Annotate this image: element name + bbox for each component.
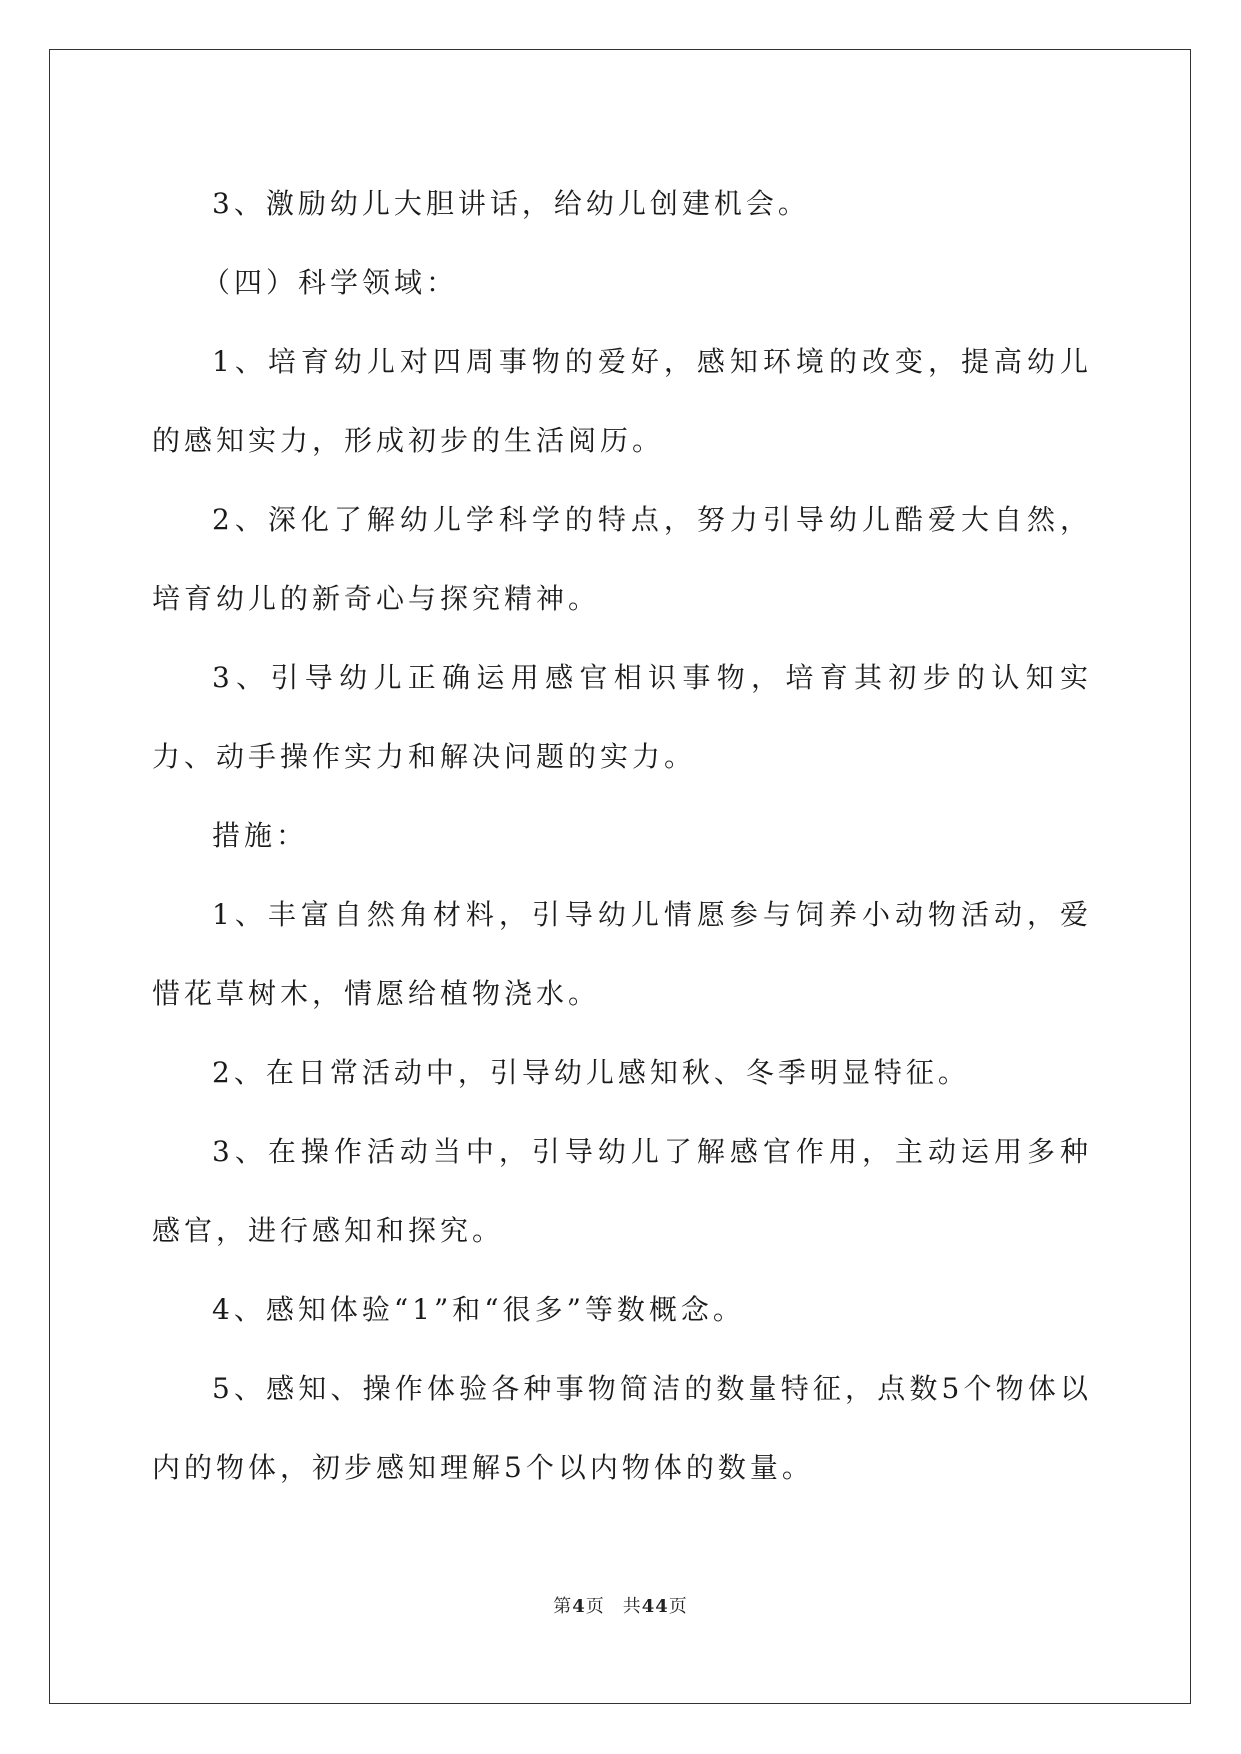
measure-4: 4、感知体验“1”和“很多”等数概念。 <box>212 1293 745 1326</box>
page-footer <box>0 1592 1241 1618</box>
footer-total-pages: 44 <box>641 1596 669 1617</box>
measure-5: 5、感知、操作体验各种事物简洁的数量特征，点数5个物体以内的物体，初步感知理解5个以内物体的数量。 <box>152 1372 1092 1484</box>
footer-page-prefix: 第 <box>553 1596 573 1617</box>
measures-heading: 措施： <box>212 819 309 852</box>
measure-2: 2、在日常活动中，引导幼儿感知秋、冬季明显特征。 <box>212 1056 970 1089</box>
paragraph-3-encourage-speaking: 3、激励幼儿大胆讲话，给幼儿创建机会。 <box>212 187 810 220</box>
measure-3: 3、在操作活动当中，引导幼儿了解感官作用，主动运用多种感官，进行感知和探究。 <box>152 1135 1092 1247</box>
measure-1: 1、丰富自然角材料，引导幼儿情愿参与饲养小动物活动，爱惜花草树木，情愿给植物浇水。 <box>152 898 1092 1010</box>
paragraph-science-1: 1、培育幼儿对四周事物的爱好，感知环境的改变，提高幼儿的感知实力，形成初步的生活阅历。 <box>152 345 1092 457</box>
document-body <box>152 164 1092 1507</box>
paragraph-science-2: 2、深化了解幼儿学科学的特点，努力引导幼儿酷爱大自然，培育幼儿的新奇心与探究精神。 <box>152 503 1092 615</box>
paragraph-science-3: 3、引导幼儿正确运用感官相识事物，培育其初步的认知实力、动手操作实力和解决问题的实力。 <box>152 661 1092 773</box>
section-heading-science: （四）科学领域： <box>202 266 459 299</box>
footer-total-suffix: 页 <box>668 1596 688 1617</box>
footer-total-prefix: 共 <box>622 1596 642 1617</box>
footer-page-number: 4 <box>572 1596 586 1617</box>
footer-page-suffix: 页 <box>585 1596 605 1617</box>
